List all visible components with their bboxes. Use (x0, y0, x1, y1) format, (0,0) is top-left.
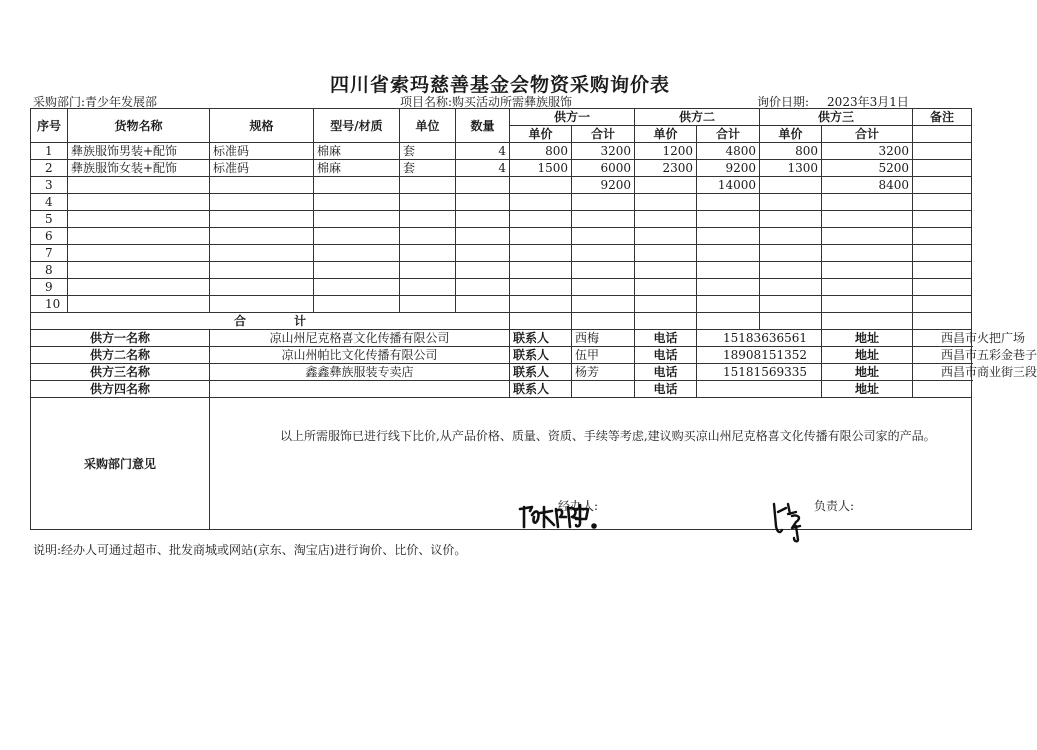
s2-total: 14000 (697, 177, 760, 194)
item-model (314, 296, 400, 313)
s1-total (572, 262, 635, 279)
s2-unit-price: 1200 (635, 143, 697, 160)
supplier3-header: 供方三 (760, 109, 913, 126)
supplier-label: 供方三名称 (31, 364, 210, 381)
supplier2-header: 供方二 (635, 109, 760, 126)
s1-unit-price-header: 单价 (510, 126, 572, 143)
item-spec (210, 211, 314, 228)
opinion-row (31, 398, 972, 530)
supplier-row (31, 347, 972, 364)
s3-total (822, 211, 913, 228)
s2-unit-price (635, 279, 697, 296)
s1-unit-price (510, 177, 572, 194)
s3-total-header: 合计 (822, 126, 913, 143)
item-model (314, 211, 400, 228)
contact-label: 联系人 (510, 347, 572, 364)
item-seq: 2 (31, 160, 68, 177)
item-qty (456, 279, 510, 296)
item-name (68, 211, 210, 228)
s3-total (822, 245, 913, 262)
supplier-name: 凉山州帕比文化传播有限公司 (210, 347, 510, 364)
item-qty (456, 228, 510, 245)
purchase-department: 采购部门:青少年发展部 (33, 95, 158, 109)
s2-total (697, 194, 760, 211)
s3-unit-price (760, 262, 822, 279)
inquiry-date-value: 2023年3月1日 (827, 95, 909, 109)
supplier-name: 鑫鑫彝族服装专卖店 (210, 364, 510, 381)
item-unit (400, 245, 456, 262)
item-unit (400, 262, 456, 279)
s1-total: 6000 (572, 160, 635, 177)
s3-unit-price-header: 单价 (760, 126, 822, 143)
item-row (31, 279, 972, 296)
contact-label: 联系人 (510, 381, 572, 398)
item-remark (913, 279, 972, 296)
s1-unit-price (510, 194, 572, 211)
item-remark (913, 245, 972, 262)
address-value: 西昌市商业街三段 (913, 364, 972, 381)
s1-unit-price (510, 245, 572, 262)
item-seq: 3 (31, 177, 68, 194)
supplier-label: 供方二名称 (31, 347, 210, 364)
item-remark (913, 228, 972, 245)
s3-total (822, 194, 913, 211)
s2-unit-price-header: 单价 (635, 126, 697, 143)
item-model (314, 177, 400, 194)
item-model (314, 262, 400, 279)
s3-total (822, 228, 913, 245)
s1-unit-price (510, 211, 572, 228)
item-name: 彝族服饰男装+配饰 (68, 143, 210, 160)
item-remark (913, 177, 972, 194)
s2-total (697, 262, 760, 279)
total-label-2: 计 (294, 314, 307, 328)
item-qty (456, 194, 510, 211)
col-seq-header: 序号 (31, 109, 68, 143)
address-value (913, 381, 972, 398)
item-name (68, 262, 210, 279)
item-unit (400, 279, 456, 296)
phone-label: 电话 (635, 381, 697, 398)
address-label: 地址 (822, 347, 913, 364)
item-spec (210, 177, 314, 194)
item-spec (210, 262, 314, 279)
phone-value (697, 381, 822, 398)
s3-unit-price: 1300 (760, 160, 822, 177)
item-name: 彝族服饰女装+配饰 (68, 160, 210, 177)
contact-value: 伍甲 (572, 347, 635, 364)
s3-unit-price (760, 296, 822, 313)
phone-value: 18908151352 (697, 347, 822, 364)
phone-label: 电话 (635, 364, 697, 381)
address-label: 地址 (822, 364, 913, 381)
s2-total: 4800 (697, 143, 760, 160)
total-empty-cell (635, 313, 697, 330)
supplier-label: 供方一名称 (31, 330, 210, 347)
col-qty-header: 数量 (456, 109, 510, 143)
item-remark (913, 262, 972, 279)
supplier-name: 凉山州尼克格喜文化传播有限公司 (210, 330, 510, 347)
s1-total (572, 211, 635, 228)
total-empty-cell (913, 313, 972, 330)
item-spec (210, 245, 314, 262)
supplier-name (210, 381, 510, 398)
item-spec: 标准码 (210, 160, 314, 177)
item-spec (210, 228, 314, 245)
phone-label: 电话 (635, 347, 697, 364)
s1-unit-price (510, 296, 572, 313)
address-label: 地址 (822, 330, 913, 347)
s3-unit-price (760, 228, 822, 245)
col-remark-header: 备注 (913, 109, 972, 126)
item-model: 棉麻 (314, 160, 400, 177)
s3-total (822, 296, 913, 313)
item-seq: 6 (31, 228, 68, 245)
item-unit: 套 (400, 160, 456, 177)
s2-total-header: 合计 (697, 126, 760, 143)
s1-total-header: 合计 (572, 126, 635, 143)
contact-value: 杨芳 (572, 364, 635, 381)
item-row (31, 245, 972, 262)
item-seq: 5 (31, 211, 68, 228)
supplier-label: 供方四名称 (31, 381, 210, 398)
s3-total (822, 279, 913, 296)
col-model-header: 型号/材质 (314, 109, 400, 143)
item-qty (456, 296, 510, 313)
item-name (68, 194, 210, 211)
s2-unit-price (635, 296, 697, 313)
handler-label: 经办人: (558, 499, 599, 513)
item-row (31, 143, 972, 160)
contact-value (572, 381, 635, 398)
item-qty (456, 262, 510, 279)
opinion-text: 以上所需服饰已进行线下比价,从产品价格、质量、资质、手续等考虑,建议购买凉山州尼克格喜文化传播有限公司家的产品。 (280, 429, 936, 443)
item-remark (913, 194, 972, 211)
supplier1-header: 供方一 (510, 109, 635, 126)
col-name-header: 货物名称 (68, 109, 210, 143)
phone-value: 15181569335 (697, 364, 822, 381)
item-name (68, 228, 210, 245)
inquiry-table (30, 108, 1037, 530)
s1-unit-price (510, 262, 572, 279)
s3-total: 3200 (822, 143, 913, 160)
item-row (31, 296, 972, 313)
item-model (314, 279, 400, 296)
s1-total (572, 194, 635, 211)
s2-total (697, 296, 760, 313)
s3-unit-price: 800 (760, 143, 822, 160)
item-row (31, 211, 972, 228)
s1-unit-price (510, 279, 572, 296)
supplier-row (31, 364, 972, 381)
s2-unit-price (635, 177, 697, 194)
s1-unit-price: 1500 (510, 160, 572, 177)
s1-total (572, 245, 635, 262)
item-remark (913, 211, 972, 228)
item-seq: 9 (31, 279, 68, 296)
s2-unit-price (635, 245, 697, 262)
item-remark (913, 296, 972, 313)
item-spec: 标准码 (210, 143, 314, 160)
s3-unit-price (760, 211, 822, 228)
s1-total (572, 279, 635, 296)
remark-sub-header (913, 126, 972, 143)
item-name (68, 245, 210, 262)
item-seq: 8 (31, 262, 68, 279)
item-qty: 4 (456, 143, 510, 160)
s3-total (822, 262, 913, 279)
total-label (31, 313, 510, 330)
s1-total: 9200 (572, 177, 635, 194)
s1-unit-price (510, 228, 572, 245)
s2-total (697, 279, 760, 296)
s2-total: 9200 (697, 160, 760, 177)
item-qty (456, 245, 510, 262)
contact-label: 联系人 (510, 330, 572, 347)
item-spec (210, 296, 314, 313)
item-unit (400, 296, 456, 313)
item-qty (456, 177, 510, 194)
s1-total: 3200 (572, 143, 635, 160)
total-row (31, 313, 972, 330)
s2-unit-price (635, 211, 697, 228)
handler-signature (518, 497, 606, 533)
item-row (31, 262, 972, 279)
s3-unit-price (760, 177, 822, 194)
form-title: 四川省索玛慈善基金会物资采购询价表 (329, 74, 670, 96)
header-row-1 (31, 109, 972, 126)
item-unit (400, 211, 456, 228)
total-label-1: 合 (233, 314, 246, 328)
total-empty-cell (697, 313, 760, 330)
item-model: 棉麻 (314, 143, 400, 160)
s3-unit-price (760, 194, 822, 211)
item-row (31, 160, 972, 177)
address-label: 地址 (822, 381, 913, 398)
phone-label: 电话 (635, 330, 697, 347)
responsible-label: 负责人: (814, 499, 855, 513)
contact-value: 西梅 (572, 330, 635, 347)
col-spec-header: 规格 (210, 109, 314, 143)
item-seq: 10 (31, 296, 68, 313)
inquiry-date-label: 询价日期: (757, 95, 810, 109)
s3-total: 5200 (822, 160, 913, 177)
s2-total (697, 228, 760, 245)
s2-unit-price (635, 262, 697, 279)
footnote: 说明:经办人可通过超市、批发商城或网站(京东、淘宝店)进行询价、比价、议价。 (33, 543, 467, 557)
total-empty-cell (572, 313, 635, 330)
s2-unit-price: 2300 (635, 160, 697, 177)
item-name (68, 177, 210, 194)
item-qty (456, 211, 510, 228)
item-spec (210, 194, 314, 211)
item-seq: 7 (31, 245, 68, 262)
item-row (31, 228, 972, 245)
s3-unit-price (760, 279, 822, 296)
total-empty-cell (510, 313, 572, 330)
total-empty-cell (760, 313, 822, 330)
s2-total (697, 211, 760, 228)
project-name: 项目名称:购买活动所需彝族服饰 (400, 95, 573, 109)
s1-total (572, 296, 635, 313)
item-unit (400, 228, 456, 245)
item-model (314, 245, 400, 262)
s3-unit-price (760, 245, 822, 262)
item-row (31, 194, 972, 211)
item-unit (400, 177, 456, 194)
s2-unit-price (635, 228, 697, 245)
item-remark (913, 160, 972, 177)
s1-total (572, 228, 635, 245)
s3-total: 8400 (822, 177, 913, 194)
item-remark (913, 143, 972, 160)
item-qty: 4 (456, 160, 510, 177)
item-model (314, 228, 400, 245)
supplier-row (31, 330, 972, 347)
item-seq: 4 (31, 194, 68, 211)
contact-label: 联系人 (510, 364, 572, 381)
address-value: 西昌市五彩金巷子 (913, 347, 972, 364)
item-row (31, 177, 972, 194)
s1-unit-price: 800 (510, 143, 572, 160)
item-model (314, 194, 400, 211)
item-spec (210, 279, 314, 296)
s2-total (697, 245, 760, 262)
address-value: 西昌市火把广场 (913, 330, 972, 347)
item-unit (400, 194, 456, 211)
item-unit: 套 (400, 143, 456, 160)
total-empty-cell (822, 313, 913, 330)
phone-value: 15183636561 (697, 330, 822, 347)
item-name (68, 279, 210, 296)
responsible-signature (770, 498, 812, 542)
opinion-label: 采购部门意见 (31, 398, 210, 530)
s2-unit-price (635, 194, 697, 211)
col-unit-header: 单位 (400, 109, 456, 143)
item-seq: 1 (31, 143, 68, 160)
item-name (68, 296, 210, 313)
supplier-row (31, 381, 972, 398)
